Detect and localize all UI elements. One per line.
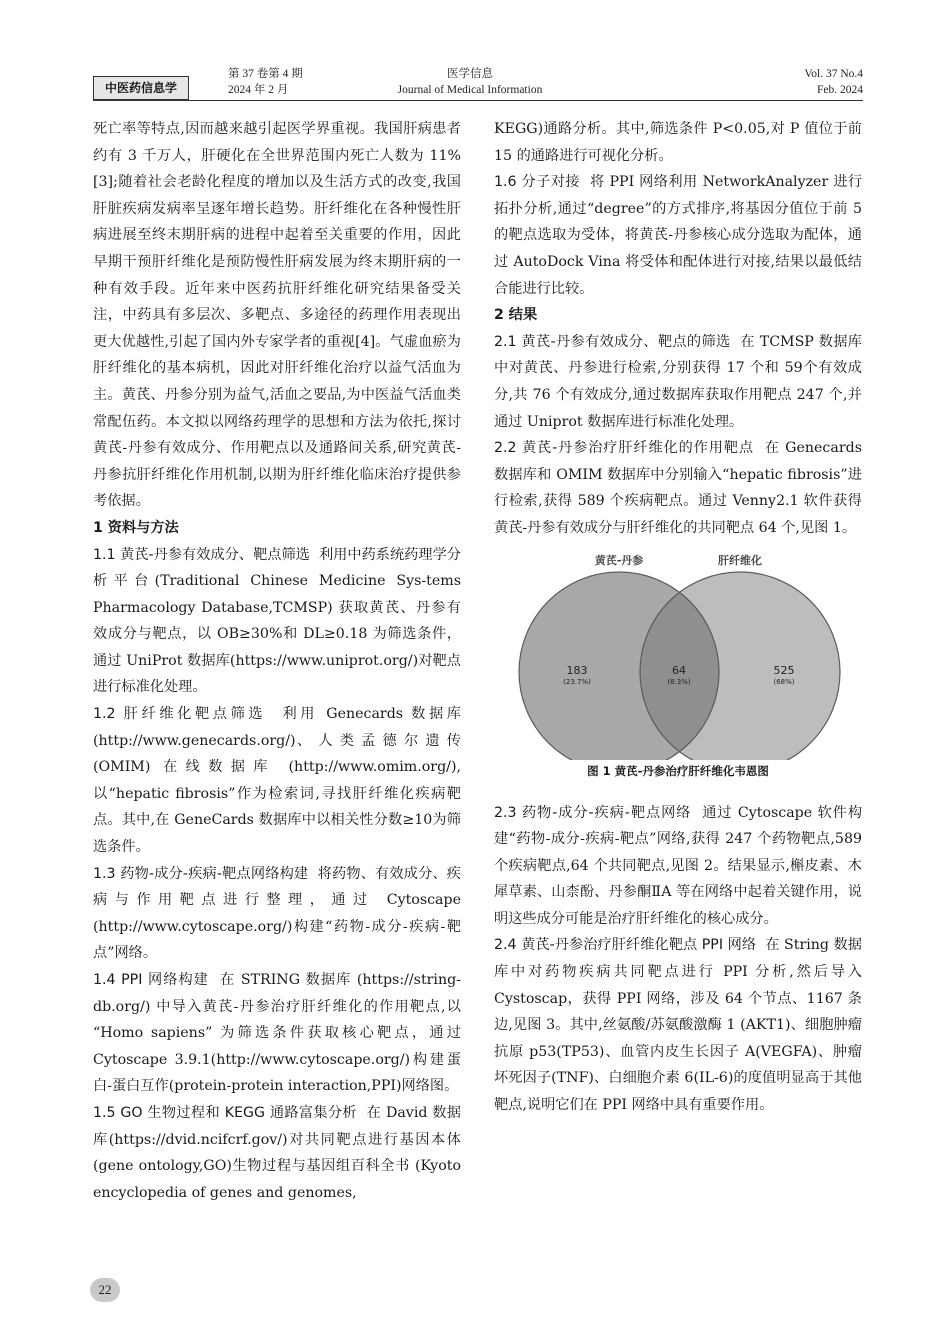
para-1-4	[93, 967, 461, 1100]
heading-2-3: 2.3 药物-成分-疾病-靶点网络	[494, 804, 692, 821]
venn-value-right: 525	[773, 663, 795, 677]
venn-diagram	[494, 550, 862, 760]
para-2-4	[494, 932, 862, 1118]
venn-label-left: 黄芪-丹参	[594, 553, 644, 567]
heading-2-4: 2.4 黄芪-丹参治疗肝纤维化靶点 PPI 网络	[494, 937, 757, 954]
heading-2-1: 2.1 黄芪-丹参有效成分、靶点的筛选	[494, 333, 731, 350]
continued-paragraph: KEGG)通路分析。其中,筛选条件 P<0.05,对 P 值位于前 15 的通路进行可视化分析。	[494, 121, 862, 164]
section-1-heading: 1 资料与方法	[93, 519, 179, 536]
venn-pct-overlap: (8.3%)	[667, 677, 691, 686]
body-1-1: 利用中药系统药理学分析平台(Traditional Chinese Medicine Sys-tems Pharmacology Database,TCMSP) 获取黄芪、丹参有效成分与靶点，以 OB≥30%和 DL≥0.18 为筛选条件，通过 UniProt 数据库(https://www.uniprot.org/)对靶点进行标准化处理。	[93, 546, 461, 696]
heading-2-2: 2.2 黄芪-丹参治疗肝纤维化的作用靶点	[494, 440, 754, 457]
heading-1-3: 1.3 药物-成分-疾病-靶点网络构建	[93, 865, 309, 882]
section-badge: 中医药信息学	[93, 76, 189, 100]
section-2-heading: 2 结果	[494, 307, 538, 324]
right-column	[494, 116, 862, 1119]
body-2-3: 通过 Cytoscape 软件构建“药物-成分-疾病-靶点”网络,获得 247 个药物靶点,589 个疾病靶点,64 个共同靶点,见图 2。结果显示,槲皮素、木犀草素、山柰酚、丹参酮ⅡA 等在网络中起着关键作用，说明这些成分可能是治疗肝纤维化的核心成分。	[494, 804, 863, 927]
figure-caption: 图 1 黄芪-丹参治疗肝纤维化韦恩图	[587, 763, 769, 778]
heading-1-5: 1.5 GO 生物过程和 KEGG 通路富集分析	[93, 1104, 357, 1121]
header-rule	[93, 100, 863, 101]
left-column	[93, 116, 461, 1206]
para-1-3	[93, 861, 461, 967]
venn-figure	[494, 550, 862, 780]
venn-pct-right: (68%)	[773, 677, 795, 686]
heading-1-4: 1.4 PPI 网络构建	[93, 972, 209, 988]
heading-1-1: 1.1 黄芪-丹参有效成分、靶点筛选	[93, 546, 310, 563]
body-1-3: 将药物、有效成分、疾病与作用靶点进行整理，通过 Cytoscape (http://www.cytoscape.org/)构建“药物-成分-疾病-靶点”网络。	[93, 865, 461, 962]
para-1-5	[93, 1100, 461, 1206]
body-1-6: 将 PPI 网络利用 NetworkAnalyzer 进行拓扑分析,通过“degree”的方式排序,将基因分值位于前 5 的靶点选取为受体，将黄芪-丹参核心成分选取为配体，通过 AutoDock Vina 将受体和配体进行对接,结果以最低结合能进行比较。	[494, 174, 863, 297]
body-1-2: 利用 Genecards 数据库(http://www.genecards.org/)、 人 类 孟 德 尔 遗 传(OMIM) 在线数据库 (http://www.omim.org/),以“hepatic fibrosis”作为检索词,寻找肝纤维化疾病靶点。其中,在 GeneCards 数据库中以相关性分数≥10为筛选条件。	[93, 706, 461, 856]
volume-cn: 第 37 卷第 4 期	[228, 68, 303, 80]
body-2-2: 在 Genecards 数据库和 OMIM 数据库中分别输入“hepatic fibrosis”进行检索,获得 589 个疾病靶点。通过 Venny2.1 软件获得黄芪-丹参有效成分与肝纤维化的共同靶点 64 个,见图 1。	[494, 440, 862, 536]
body-1-4: 在 STRING 数据库 (https://string-db.org/) 中导入黄芪-丹参治疗肝纤维化的作用靶点,以 “Homo sapiens” 为筛选条件获取核心靶点，通过 Cytoscape 3.9.1(http://www.cytoscape.org/)构建蛋白-蛋白互作(protein-protein interaction,PPI)网络图。	[93, 972, 461, 1095]
date-en: Feb. 2024	[817, 84, 863, 96]
body-1-5: 在 David 数据库(https://dvid.ncifcrf.gov/)对共同靶点进行基因本体(gene ontology,GO)生物过程与基因组百科全书 (Kyoto encyclopedia of genes and genomes,	[93, 1104, 461, 1201]
venn-value-overlap: 64	[672, 663, 686, 677]
journal-title-cn: 医学信息	[447, 68, 493, 80]
venn-value-left: 183	[566, 663, 588, 677]
para-1-2	[93, 701, 461, 861]
para-2-1	[494, 329, 862, 435]
para-2-2	[494, 435, 862, 541]
heading-1-2: 1.2 肝纤维化靶点筛选	[93, 706, 267, 723]
page-number: 22	[90, 1278, 120, 1302]
venn-label-right: 肝纤维化	[718, 553, 762, 567]
para-1-1	[93, 542, 461, 702]
intro-paragraph: 死亡率等特点,因而越来越引起医学界重视。我国肝病患者约有 3 千万人，肝硬化在全世界范围内死亡人数为 11%[3];随着社会老龄化程度的增加以及生活方式的改变,我国肝脏疾病发病率呈逐年增长趋势。肝纤维化在各种慢性肝病进展至终末期肝病的进程中起着至关重要的作用，因此早期干预肝纤维化是预防慢性肝病发展为终末期肝病的一种有效手段。近年来中医药抗肝纤维化研究结果备受关注，中药具有多层次、多靶点、多途径的药理作用表现出更大优越性,引起了国内外专家学者的重视[4]。气虚血瘀为肝纤维化的基本病机，因此对肝纤维化治疗以益气活血为主。黄芪、丹参分别为益气,活血之要品,为中医益气活血类常配伍药。本文拟以网络药理学的思想和方法为依托,探讨黄芪-丹参有效成分、作用靶点以及通路间关系,研究黄芪-丹参抗肝纤维化作用机制,以期为肝纤维化临床治疗提供参考依据。	[93, 121, 461, 510]
date-cn: 2024 年 2 月	[228, 84, 289, 96]
body-2-4: 在 String 数据库中对药物疾病共同靶点进行 PPI 分析,然后导入 Cystoscap，获得 PPI 网络，涉及 64 个节点、1167 条边,见图 3。其中,丝氨酸/苏氨酸激酶 1 (AKT1)、细胞肿瘤抗原 p53(TP53)、血管内皮生长因子 A(VEGFA)、肿瘤坏死因子(TNF)、白细胞介素 6(IL-6)的度值明显高于其他靶点,说明它们在 PPI 网络中具有重要作用。	[494, 937, 862, 1114]
heading-1-6: 1.6 分子对接	[494, 174, 581, 191]
volume-en: Vol. 37 No.4	[804, 68, 863, 80]
body-2-1: 在 TCMSP 数据库中对黄芪、丹参进行检索,分别获得 17 个和 59个有效成分,共 76 个有效成分,通过数据库获取作用靶点 247 个,并通过 Uniprot 数据库进行标准化处理。	[494, 333, 862, 430]
para-2-3	[494, 800, 862, 933]
venn-pct-left: (23.7%)	[563, 677, 591, 686]
para-1-6	[494, 169, 862, 302]
journal-title-en: Journal of Medical Information	[397, 84, 543, 96]
